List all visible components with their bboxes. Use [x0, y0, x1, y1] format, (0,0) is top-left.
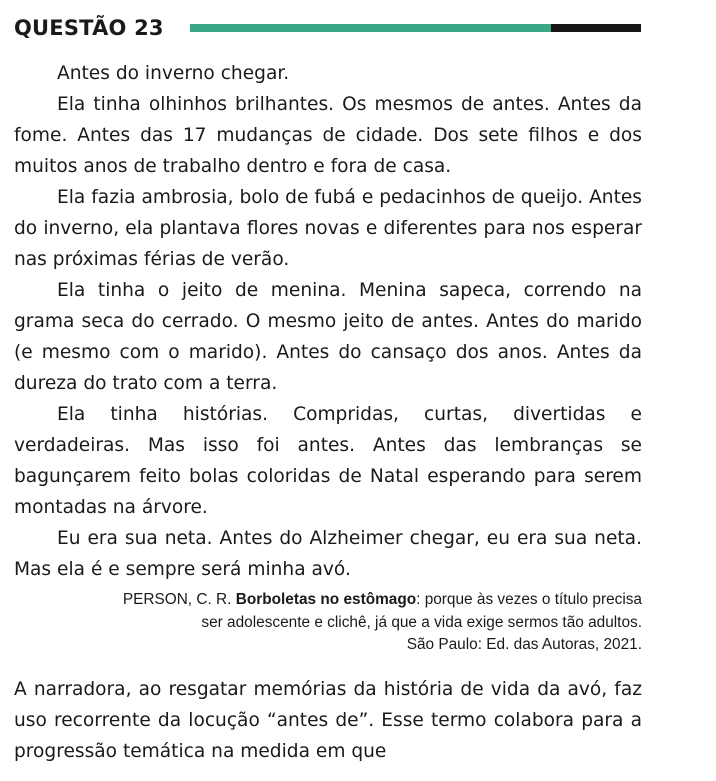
question-title: QUESTÃO 23 [14, 16, 164, 40]
question-stem: A narradora, ao resgatar memórias da história de vida da avó, faz uso recorrente da locução “antes de”. Esse termo colabora para a progressão temática na medida em que [14, 678, 642, 762]
paragraph-2: Ela tinha olhinhos brilhantes. Os mesmos de antes. Antes da fome. Antes das 17 mudanças de cidade. Dos sete filhos e dos muitos anos de trabalho dentro e fora de casa. [14, 94, 642, 177]
citation-publisher: São Paulo: Ed. das Autoras, 2021. [406, 636, 642, 653]
question-header [14, 14, 642, 48]
paragraph-1: Antes do inverno chegar. [57, 63, 290, 84]
citation-subtitle: : porque às vezes o título precisa [416, 591, 642, 608]
citation-book-title: Borboletas no estômago [235, 591, 417, 608]
source-citation [14, 589, 642, 657]
header-rule [190, 24, 641, 32]
citation-author: PERSON, C. R. [122, 591, 232, 608]
paragraph-5: Ela tinha histórias. Compridas, curtas, divertidas e verdadeiras. Mas isso foi antes. Antes das lembranças se bagunçarem feito bolas coloridas de Natal esperando para serem montadas na árvore. [14, 404, 642, 518]
paragraph-6: Eu era sua neta. Antes do Alzheimer chegar, eu era sua neta. Mas ela é e sempre será minha avó. [14, 528, 642, 580]
question-body [14, 58, 642, 767]
paragraph-4: Ela tinha o jeito de menina. Menina sapeca, correndo na grama seca do cerrado. O mesmo jeito de antes. Antes do marido (e mesmo com o marido). Antes do cansaço dos anos. Antes da dureza do trato com a terra. [14, 280, 642, 394]
citation-line-1 [14, 589, 642, 612]
paragraph-3: Ela fazia ambrosia, bolo de fubá e pedacinhos de queijo. Antes do inverno, ela plantava flores novas e diferentes para nos esperar nas próximas férias de verão. [14, 187, 642, 270]
citation-subtitle-line-2: ser adolescente e clichê, já que a vida exige sermos tão adultos. [201, 613, 642, 631]
